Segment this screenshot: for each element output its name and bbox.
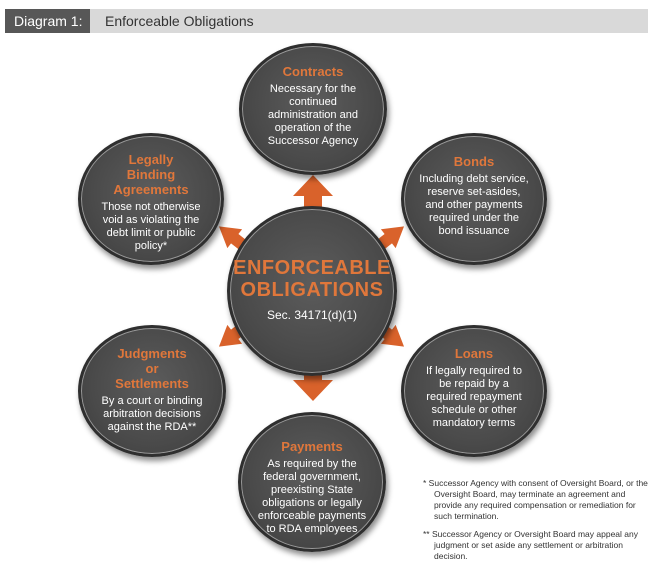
node-contracts-title: Contracts [282,64,344,79]
footnote-1: * Successor Agency with consent of Oversight Board, or the Oversight Board, may terminate an agreement and provide any required compensation or remediation for such termination. [423,478,648,521]
diagram-number-label: Diagram 1: [5,9,90,33]
node-legally-binding-agreements [78,133,224,265]
footnotes [423,478,653,569]
node-payments-body: As required by the federal government, preexisting State obligations or legally enforceable payments to RDA employees [257,458,367,535]
diagram-title: Enforceable Obligations [105,13,254,29]
node-enforceable-obligations [227,206,397,376]
arrow-to-contracts [293,175,333,209]
node-contracts-body: Necessary for the continued administration and operation of the Successor Agency [267,83,359,147]
node-loans [401,325,547,457]
node-loans-title: Loans [454,346,494,361]
node-payments [238,412,386,552]
node-judgments-title: Judgments or Settlements [115,346,189,391]
node-loans-body: If legally required to be repaid by a required repayment schedule or other mandatory terms [426,365,522,429]
node-payments-title: Payments [281,439,343,454]
node-agreements-title: Legally Binding Agreements [113,152,189,197]
node-bonds-title: Bonds [453,154,495,169]
footnote-2: ** Successor Agency or Oversight Board may appeal any judgment or set aside any settlement or arbitration decision. [423,529,638,561]
node-judgments-or-settlements [78,325,226,457]
center-title: ENFORCEABLE OBLIGATIONS [233,257,391,301]
node-contracts [239,43,387,175]
node-agreements-body: Those not otherwise void as violating the debt limit or public policy* [101,201,201,252]
node-bonds [401,133,547,265]
node-judgments-body: By a court or binding arbitration decisions against the RDA** [101,395,203,433]
node-bonds-body: Including debt service, reserve set-asides, and other payments required under the bond issuance [419,173,529,237]
center-subtitle: Sec. 34171(d)(1) [266,308,358,322]
